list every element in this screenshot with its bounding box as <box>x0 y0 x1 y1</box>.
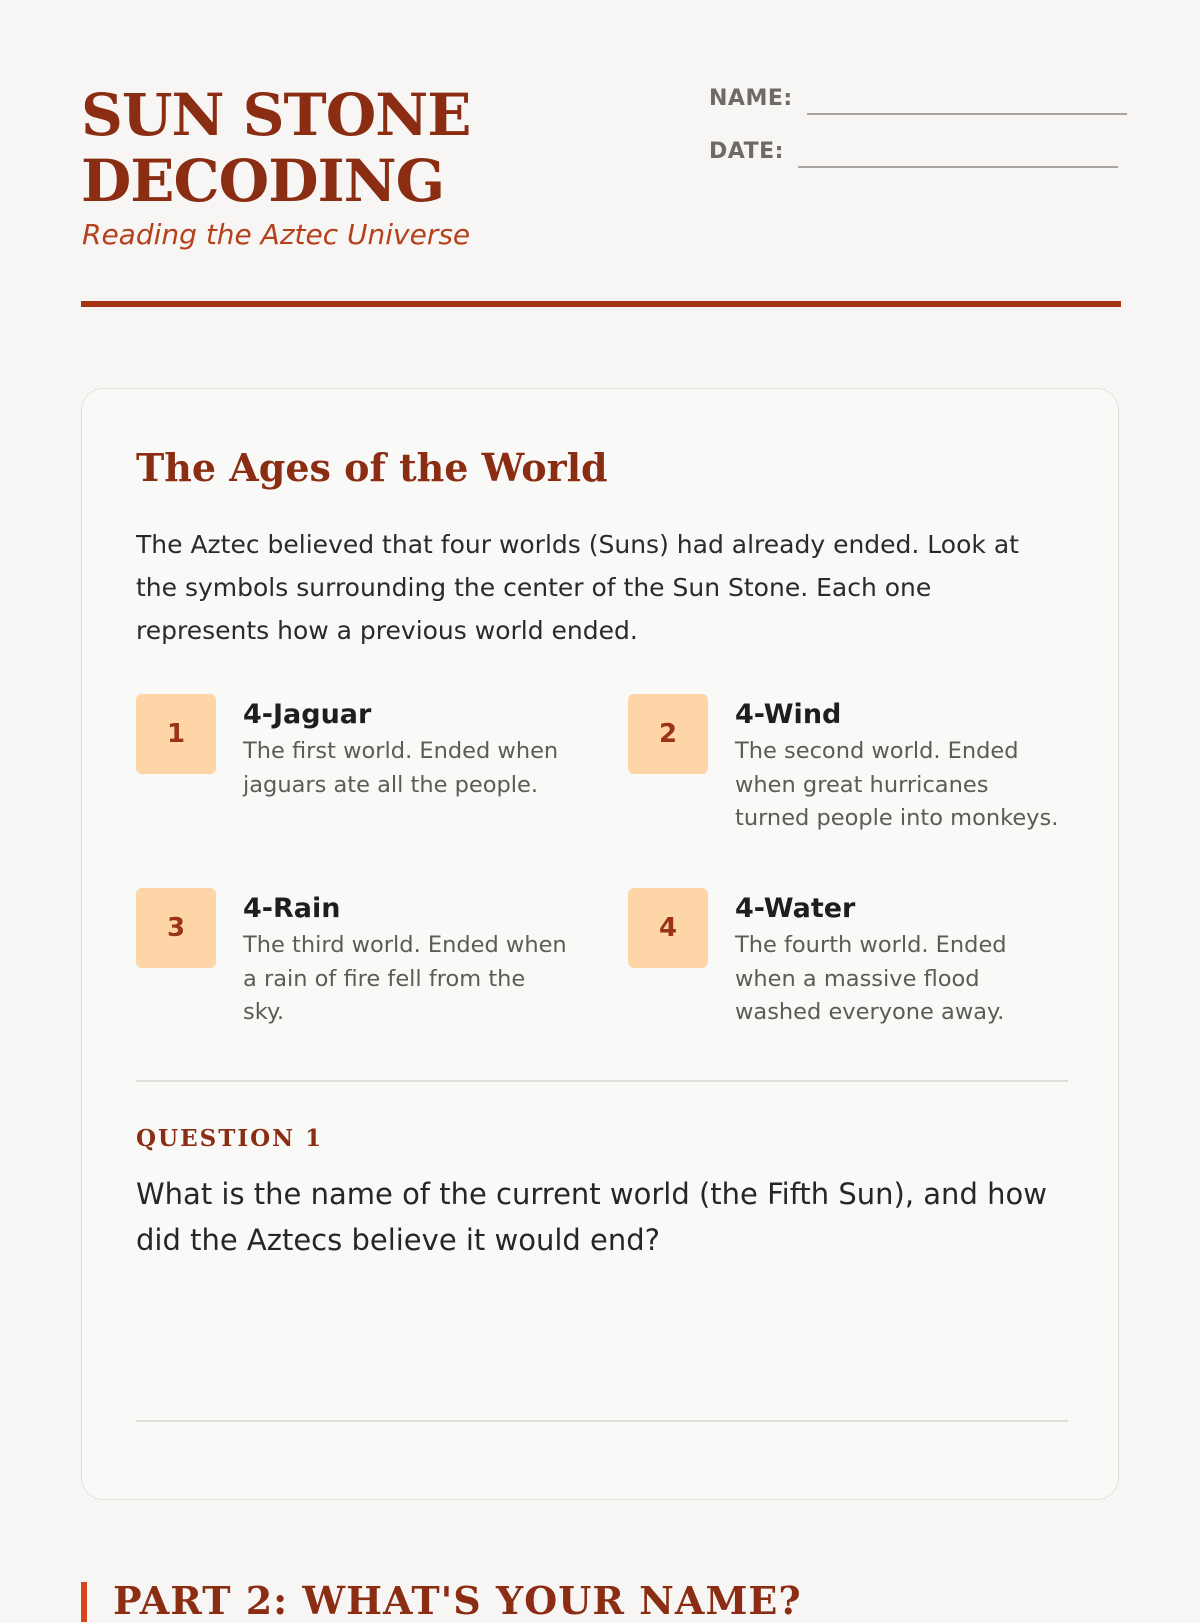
age-number-badge: 4 <box>628 888 708 968</box>
question-label: QUESTION 1 <box>136 1125 324 1152</box>
date-field-row <box>709 139 1118 164</box>
part-2-heading: PART 2: WHAT'S YOUR NAME? <box>81 1582 802 1622</box>
date-line[interactable] <box>798 166 1118 168</box>
age-name: 4-Wind <box>735 699 842 730</box>
age-name: 4-Water <box>735 893 856 924</box>
page-subtitle: Reading the Aztec Universe <box>82 218 471 251</box>
age-description: The fourth world. Ended when a massive flood washed everyone away. <box>735 932 1007 1025</box>
age-name: 4-Jaguar <box>243 699 372 730</box>
section-divider <box>136 1080 1068 1082</box>
page-title: SUN STONE DECODING <box>81 81 471 215</box>
age-description: The second world. Ended when great hurricanes turned people into monkeys. <box>735 738 1059 831</box>
age-number-badge: 1 <box>136 694 216 774</box>
age-number-badge: 2 <box>628 694 708 774</box>
age-description: The third world. Ended when a rain of fire fell from the sky. <box>243 932 567 1025</box>
name-field-row <box>709 86 1127 111</box>
age-name: 4-Rain <box>243 893 341 924</box>
age-description: The first world. Ended when jaguars ate all the people. <box>243 738 559 798</box>
date-label: DATE: <box>709 139 784 164</box>
header-rule <box>81 301 1121 307</box>
question-text: What is the name of the current world (the Fifth Sun), and how did the Aztecs believe it would end? <box>136 1177 1047 1257</box>
age-number-badge: 3 <box>136 888 216 968</box>
name-label: NAME: <box>709 86 793 111</box>
name-line[interactable] <box>807 113 1127 115</box>
section-title: The Ages of the World <box>136 445 608 490</box>
ages-card <box>81 388 1119 1500</box>
section-intro: The Aztec believed that four worlds (Suns) had already ended. Look at the symbols surrounding the center of the Sun Stone. Each one represents how a previous world ended. <box>136 530 1019 645</box>
answer-line[interactable] <box>136 1420 1068 1422</box>
